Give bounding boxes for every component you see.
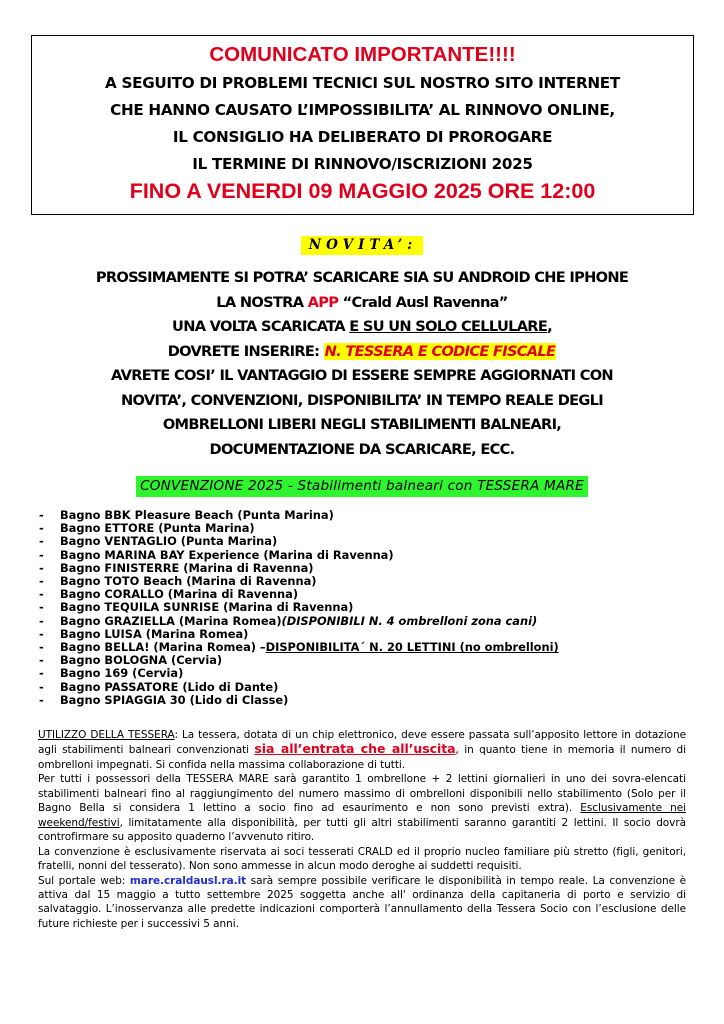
entry-exit-highlight: sia all’entrata che all’uscita xyxy=(254,741,456,757)
app-line: DOCUMENTAZIONE DA SCARICARE, ECC. xyxy=(209,440,515,458)
app-line: PROSSIMAMENTE SI POTRA’ SCARICARE SIA SU ANDROID CHE IPHONE xyxy=(95,269,629,286)
guarantee-paragraph xyxy=(38,772,686,844)
app-line xyxy=(0,315,724,340)
list-dash: - xyxy=(39,679,44,694)
portal-link[interactable]: mare.craldausl.ra.it xyxy=(129,874,247,887)
beach-name: Bagno GRAZIELLA (Marina Romea) xyxy=(60,613,282,628)
beach-item xyxy=(39,667,559,680)
app-line: AVRETE COSI’ IL VANTAGGIO DI ESSERE SEMPRE AGGIORNATI CON xyxy=(111,367,613,384)
list-dash: - xyxy=(39,626,44,641)
notice-line: A SEGUITO DI PROBLEMI TECNICI SUL NOSTRO SITO INTERNET xyxy=(105,74,620,92)
app-line: NOVITA’, CONVENZIONI, DISPONIBILITA’ IN TEMPO REALE DEGLI xyxy=(121,391,603,409)
usage-label: UTILIZZO DELLA TESSERA xyxy=(38,729,175,741)
notice-line: IL TERMINE DI RINNOVO/ISCRIZIONI 2025 xyxy=(192,155,533,173)
novita-badge: NOVITA’: xyxy=(301,236,424,255)
list-dash: - xyxy=(39,613,44,628)
info-text xyxy=(38,728,686,931)
list-dash: - xyxy=(39,560,44,575)
app-line: OMBRELLONI LIBERI NEGLI STABILIMENTI BALNEARI, xyxy=(162,416,562,433)
beach-name: Bagno PASSATORE (Lido di Dante) xyxy=(60,679,279,694)
beach-name: Bagno SPIAGGIA 30 (Lido di Classe) xyxy=(60,692,289,707)
portal-text: sarà sempre possibile verificare le disponibilità in tempo reale. La convenzione è attiva dal 15 maggio a tutto settembre 2025 soggetta anche all' ordinanza della capitaneria di porto e servizio di salvataggio. L’inosservanza alle predette indicazioni comporterà l’annullamento della Tessera Socio con l’esclusione delle future richieste per i successivi 5 anni. xyxy=(38,874,686,930)
portal-paragraph xyxy=(38,874,686,932)
beach-name: Bagno CORALLO (Marina di Ravenna) xyxy=(60,587,299,602)
beach-item xyxy=(39,681,559,694)
convention-header xyxy=(0,476,724,497)
beach-name: Bagno BELLA! (Marina Romea) – xyxy=(60,640,266,655)
list-dash: - xyxy=(39,600,44,615)
beach-name: Bagno TOTO Beach (Marina di Ravenna) xyxy=(60,574,317,589)
app-announcement xyxy=(0,266,724,462)
novita-header xyxy=(0,236,724,255)
beach-item xyxy=(39,549,559,562)
list-dash: - xyxy=(39,640,44,655)
notice-deadline: FINO A VENERDI 09 MAGGIO 2025 ORE 12:00 xyxy=(129,179,596,203)
portal-text: Sul portale web: xyxy=(38,874,130,887)
beach-name: Bagno TEQUILA SUNRISE (Marina di Ravenna) xyxy=(60,600,354,615)
beach-list xyxy=(39,509,559,707)
app-name: “Crald Ausl Ravenna” xyxy=(338,293,508,311)
beach-name: Bagno ETTORE (Punta Marina) xyxy=(60,521,255,536)
list-dash: - xyxy=(39,666,44,681)
notice-line: IL CONSIGLIO HA DELIBERATO DI PROROGARE xyxy=(172,128,553,146)
availability-note: DISPONIBILITA´ N. 20 LETTINI (no ombrelloni) xyxy=(265,640,559,655)
beach-item xyxy=(39,601,559,614)
beach-item xyxy=(39,535,559,548)
notice-lines xyxy=(32,70,693,178)
guarantee-text: Per tutti i possessori della TESSERA MARE sarà garantito 1 ombrellone + 2 lettini giornalieri in uno dei sovra-elencati stabilimenti balneari fino al raggiungimento del numero massimo di ombrelloni disponibili nello stabilimento (Solo per il Bagno Bella si considera 1 lettino a socio fino ad esaurimento e non sono previsti extra). xyxy=(38,773,686,815)
app-highlight: APP xyxy=(307,293,339,311)
weekend-highlight: Esclusivamente nei weekend/festivi xyxy=(38,802,686,829)
beach-name: Bagno BBK Pleasure Beach (Punta Marina) xyxy=(60,508,334,522)
underlined-text: E SU UN SOLO CELLULARE xyxy=(349,318,548,335)
notice-line: CHE HANNO CAUSATO L’IMPOSSIBILITA’ AL RINNOVO ONLINE, xyxy=(110,101,615,119)
app-line-text: UNA VOLTA SCARICATA xyxy=(172,318,350,335)
list-dash: - xyxy=(39,547,44,562)
availability-note: (DISPONIBILI N. 4 ombrelloni zona cani) xyxy=(281,613,538,628)
guarantee-text: , limitatamente alla disponibilità, per tutti gli altri stabilimenti saranno garantiti 2 lettini. Il socio dovrà controfirmare su apposito quaderno l’avvenuto ritiro. xyxy=(38,816,686,844)
app-line-text: , xyxy=(547,318,552,335)
convention-title: CONVENZIONE 2025 - Stabilimenti balneari con TESSERA MARE xyxy=(136,476,588,497)
app-line xyxy=(0,340,724,365)
app-line-text: LA NOSTRA xyxy=(216,293,308,311)
notice-title: COMUNICATO IMPORTANTE!!!! xyxy=(209,43,516,66)
list-dash: - xyxy=(39,653,44,668)
beach-name: Bagno VENTAGLIO (Punta Marina) xyxy=(60,534,278,549)
usage-text: , in quanto tiene in memoria il numero di ombrelloni impegnati. Si confida nella massima collaborazione di tutti. xyxy=(38,744,686,771)
list-dash: - xyxy=(39,534,44,549)
app-line xyxy=(0,291,724,316)
beach-item xyxy=(39,615,559,628)
usage-text: : La tessera, dotata di un chip elettronico, deve essere passata sull’apposito lettore in dotazione agli stabilimenti balneari convenzionati xyxy=(38,729,687,757)
list-dash: - xyxy=(39,574,44,589)
beach-name: Bagno 169 (Cervia) xyxy=(60,666,184,681)
beach-name: Bagno FINISTERRE (Marina di Ravenna) xyxy=(60,560,314,575)
list-dash: - xyxy=(39,692,44,707)
usage-paragraph xyxy=(38,728,686,772)
app-line-text: DOVRETE INSERIRE: xyxy=(167,342,324,360)
list-dash: - xyxy=(39,508,44,522)
list-dash: - xyxy=(39,587,44,602)
beach-name: Bagno LUISA (Marina Romea) xyxy=(60,626,249,641)
beach-item xyxy=(39,694,559,707)
beach-name: Bagno BOLOGNA (Cervia) xyxy=(60,653,223,668)
required-fields-highlight: N. TESSERA E CODICE FISCALE xyxy=(324,342,556,360)
list-dash: - xyxy=(39,521,44,536)
beach-name: Bagno MARINA BAY Experience (Marina di Ravenna) xyxy=(60,547,394,562)
notice-box xyxy=(31,35,694,215)
eligibility-paragraph: La convenzione è esclusivamente riservata ai soci tesserati CRALD ed il proprio nucleo familiare più stretto (figli, genitori, fratelli, nonni del tesserato). Non sono ammesse in alcun modo deroghe ai suddetti requisiti. xyxy=(38,845,686,873)
